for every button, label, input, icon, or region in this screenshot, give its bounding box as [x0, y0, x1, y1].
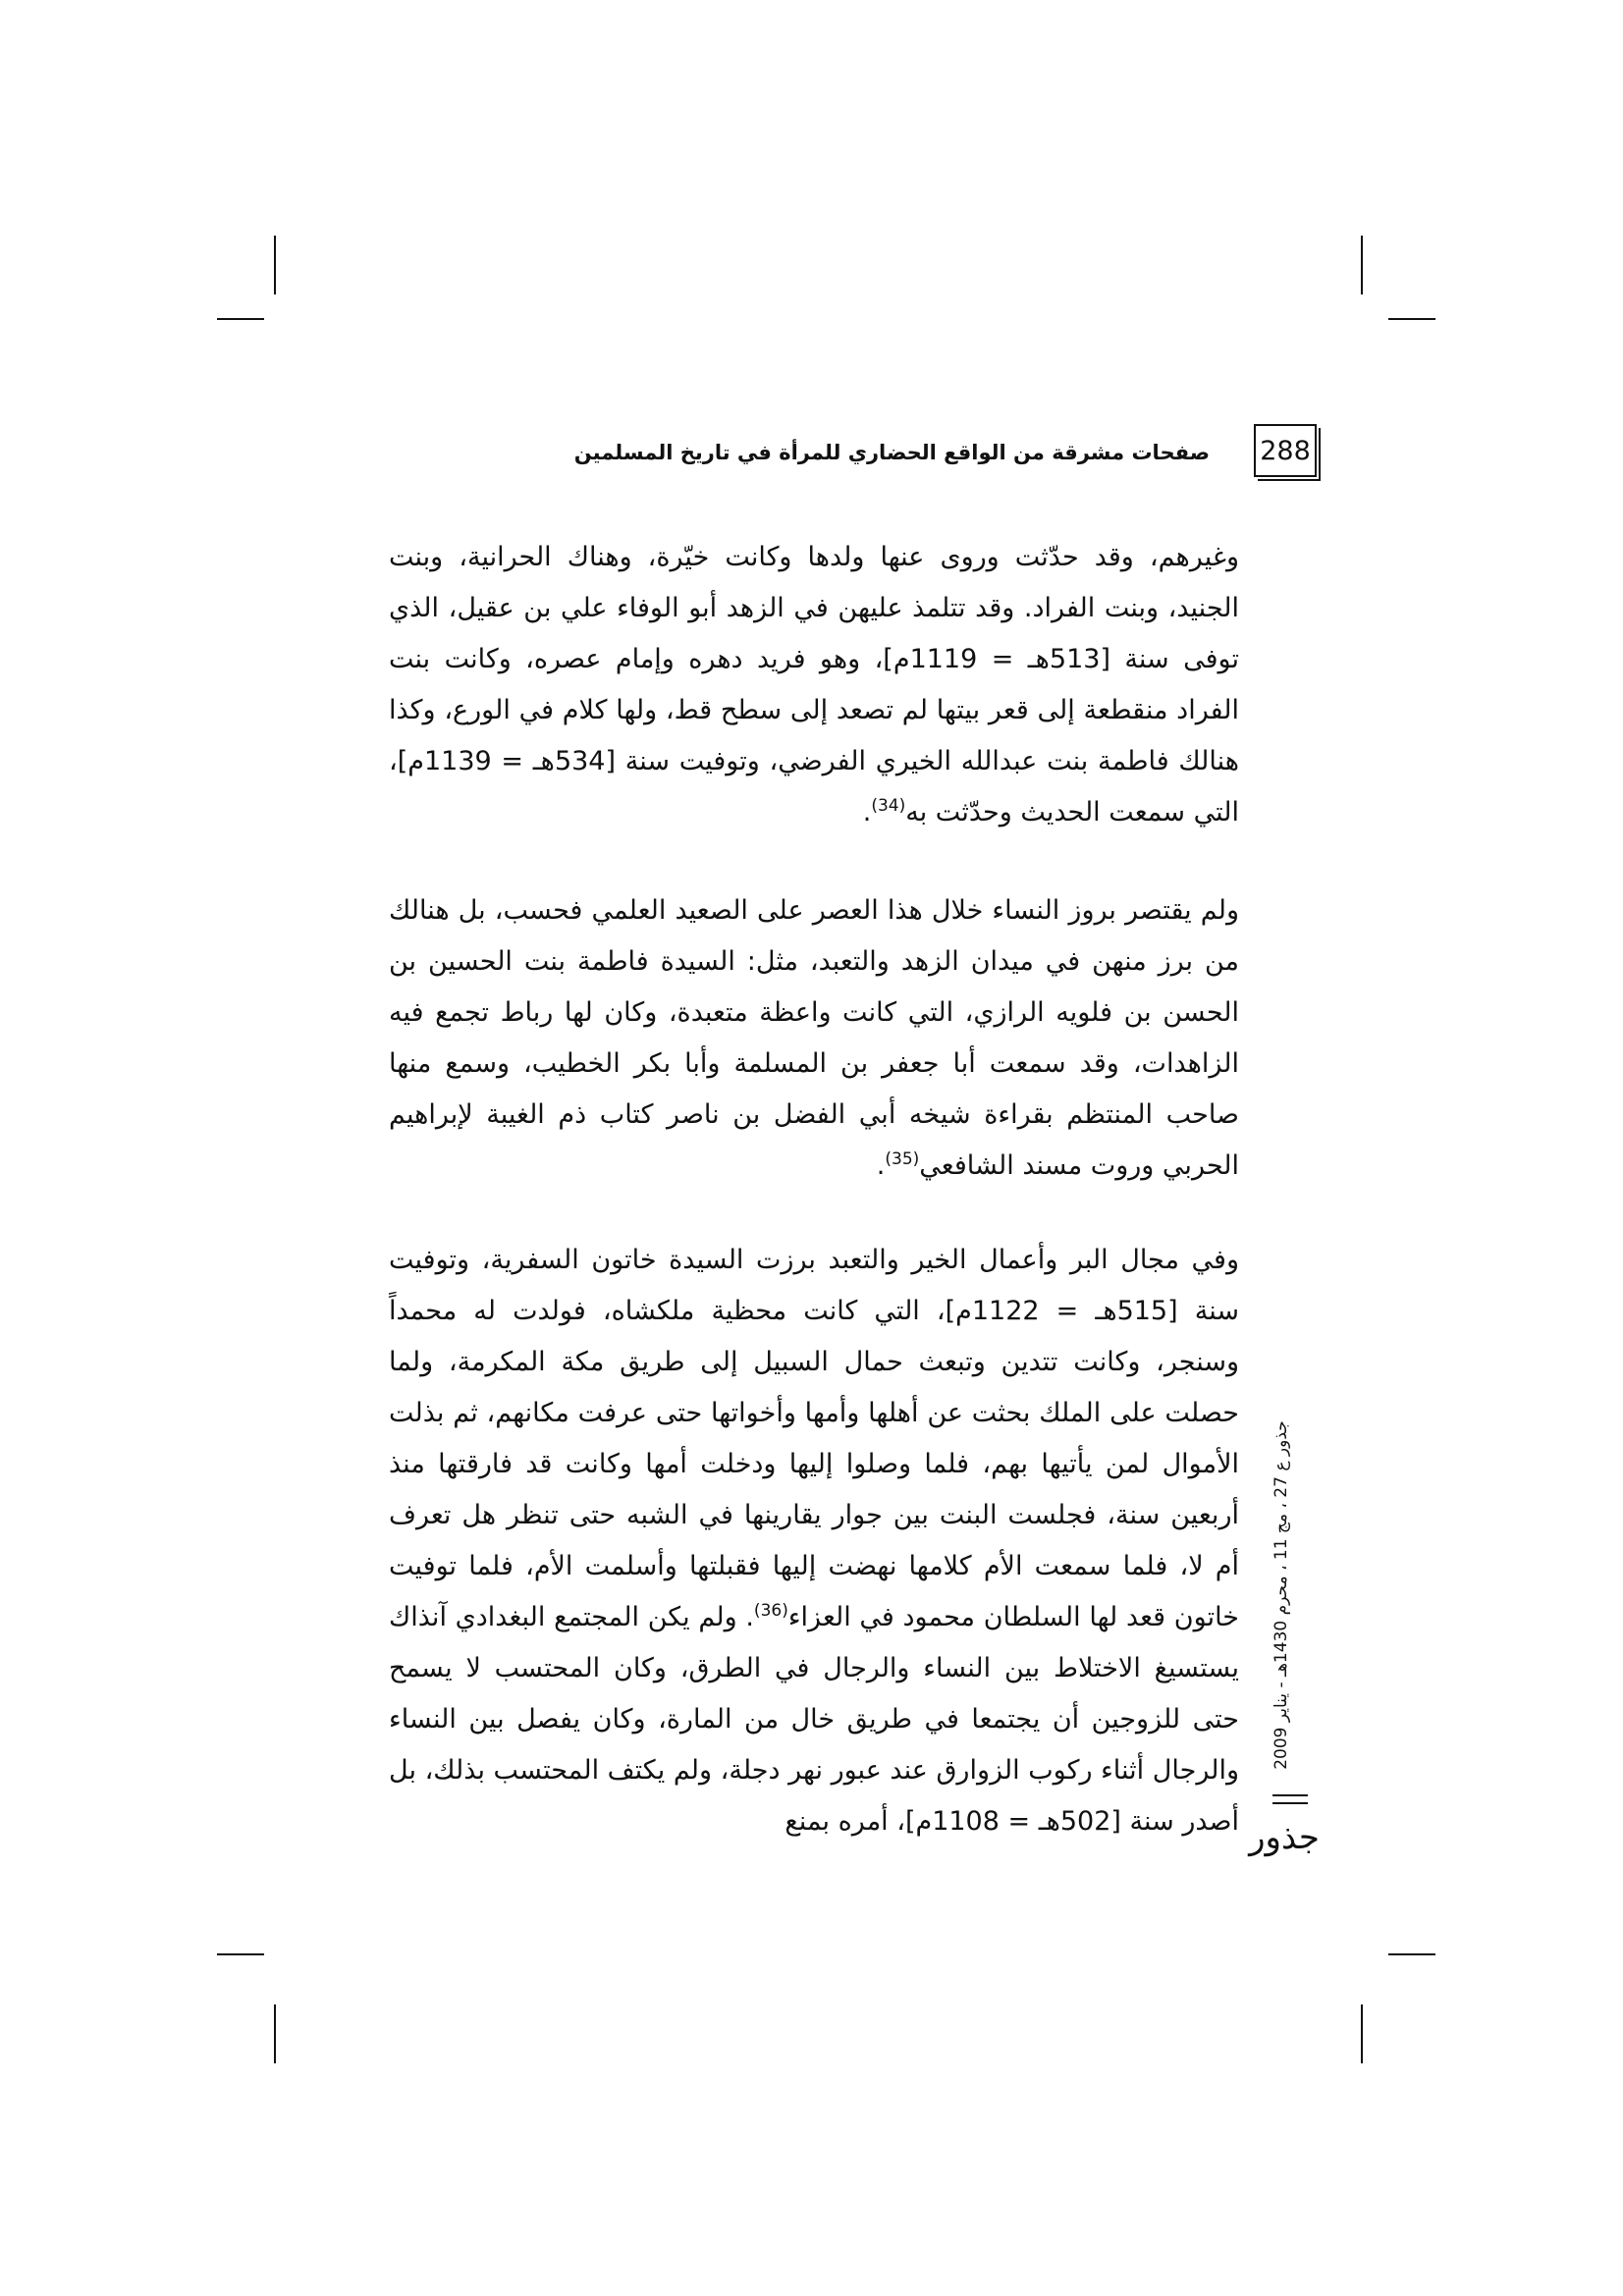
running-title: صفحات مشرقة من الواقع الحضاري للمرأة في تاريخ المسلمين	[573, 441, 1210, 464]
paragraph	[389, 885, 1239, 1192]
footnote-marker: (34)	[871, 796, 906, 816]
paragraph-text: .	[862, 797, 872, 828]
paragraph	[389, 1235, 1239, 1847]
journal-issue-strip	[1264, 1340, 1299, 1850]
crop-mark-bottom-right-horizontal	[1388, 1953, 1435, 1955]
paragraph-text: وفي مجال البر وأعمال الخير والتعبد برزت السيدة خاتون السفرية، وتوفيت سنة [515هـ = 1122م]، التي كانت محظية ملكشاه، فولدت له محمداً وسنجر، وكانت تتدين وتبعث حمال السبيل إلى طريق مكة المكرمة، ولما حصلت على الملك بحثت عن أهلها وأمها وأخواتها حتى عرفت مكانهم، ثم بذلت الأموال لمن يأتيها بهم، فلما وصلوا إليها ودخلت أمها وكانت قد فارقتها منذ أربعين سنة، فجلست البنت بين جوار يقارينها في الشبه حتى تنظر هل تعرف أم لا، فلما سمعت الأم كلامها نهضت إليها فقبلتها وأسلمت الأم، فلما توفيت خاتون قعد لها السلطان محمود في العزاء	[389, 1245, 1239, 1632]
paragraph-text: وغيرهم، وقد حدّثت وروى عنها ولدها وكانت خيّرة، وهناك الحرانية، وبنت الجنيد، وبنت الفراد. وقد تتلمذ عليهن في الزهد أبو الوفاء علي بن عقيل، الذي توفى سنة [513هـ = 1119م]، وهو فريد دهره وإمام عصره، وكانت بنت الفراد منقطعة إلى قعر بيتها لم تصعد إلى سطح قط، ولها كلام في الورع، وكذا هنالك فاطمة بنت عبدالله الخيري الفرضي، وتوفيت سنة [534هـ = 1139م]، التي سمعت الحديث وحدّثت به	[389, 542, 1240, 828]
paragraph-text: ولم يقتصر بروز النساء خلال هذا العصر على الصعيد العلمي فحسب، بل هنالك من برز منهن في ميدان الزهد والتعبد، مثل: السيدة فاطمة بنت الحسين بن الحسن بن فلويه الرازي، التي كانت واعظة متعبدة، وكان لها رباط تجمع فيه الزاهدات، وقد سمعت أبا جعفر بن المسلمة وأبا بكر الخطيب، وسمع منها صاحب المنتظم بقراءة شيخه أبي الفضل بن ناصر كتاب ذم الغيبة لإبراهيم الحربي وروت مسند الشافعي	[389, 895, 1239, 1181]
journal-logo: جذور	[1249, 1818, 1320, 1857]
crop-mark-bottom-left-horizontal	[217, 1953, 264, 1955]
footnote-marker: (35)	[885, 1149, 920, 1169]
crop-mark-top-left-vertical	[274, 236, 276, 294]
footnote-marker: (36)	[753, 1601, 788, 1621]
journal-strip-rule	[1272, 1794, 1308, 1804]
paragraph-text: . ولم يكن المجتمع البغدادي آنذاك يستسيغ الاختلاط بين النساء والرجال في الطرق، وكان المحتسب لا يسمح حتى للزوجين أن يجتمعا في طريق خال من المارة، وكان يفصل بين النساء والرجال أثناء ركوب الزوارق عند عبور نهر دجلة، ولم يكتف المحتسب بذلك، بل أصدر سنة [502هـ = 1108م]، أمره بمنع	[389, 1602, 1239, 1837]
paragraph-text: .	[876, 1150, 886, 1181]
crop-mark-top-right-horizontal	[1388, 318, 1435, 320]
page-number: 288	[1254, 424, 1317, 477]
crop-mark-top-right-vertical	[1361, 236, 1363, 294]
paragraph	[389, 532, 1239, 838]
journal-issue-text: جذور ع 27 ، مج 11 ، محرم 1430هـ - يناير 2009	[1271, 1420, 1291, 1770]
crop-mark-bottom-right-vertical	[1361, 2004, 1363, 2063]
crop-mark-bottom-left-vertical	[274, 2004, 276, 2063]
crop-mark-top-left-horizontal	[217, 318, 264, 320]
